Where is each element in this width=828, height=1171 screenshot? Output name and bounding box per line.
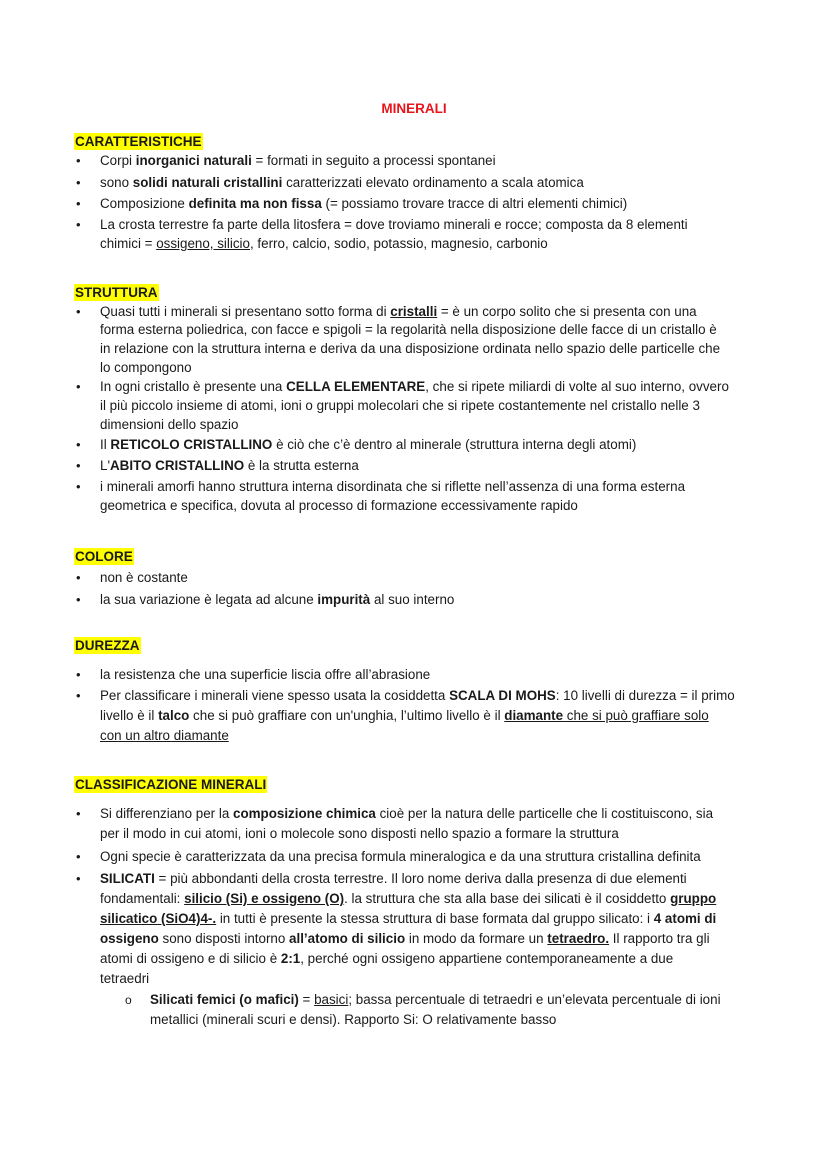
list-item: Quasi tutti i minerali si presentano sotto forma di cristalli = è un corpo solito che si presenta con una (100, 304, 697, 319)
section-header-classificazione: CLASSIFICAZIONE MINERALI (75, 777, 267, 792)
list-item: la sua variazione è legata ad alcune impurità al suo interno (100, 592, 455, 607)
page-title: MINERALI (381, 101, 447, 116)
bullet-icon: • (76, 849, 81, 864)
sub-bullet-icon: o (125, 993, 132, 1007)
list-item: Il RETICOLO CRISTALLINO è ciò che c’è dentro al minerale (struttura interna degli atomi) (100, 437, 637, 452)
bullet-icon: • (76, 304, 81, 319)
bullet-icon: • (76, 688, 81, 703)
list-item-continuation: con un altro diamante (100, 728, 229, 743)
list-item: Corpi inorganici naturali = formati in seguito a processi spontanei (100, 153, 496, 168)
list-item: non è costante (100, 570, 188, 585)
list-item-continuation: fondamentali: silicio (Si) e ossigeno (O). la struttura che sta alla base dei silicati è il cosiddetto gruppo (100, 891, 717, 906)
list-item-continuation: livello è il talco che si può graffiare con un'unghia, l’ultimo livello è il diamante che si può graffiare solo (100, 708, 709, 723)
list-item-continuation: in relazione con la struttura interna e deriva da una disposizione ordinata nello spazio delle particelle che (100, 341, 721, 356)
list-item-continuation: lo compongono (100, 360, 192, 375)
bullet-icon: • (76, 153, 81, 168)
bullet-icon: • (76, 570, 81, 585)
list-item-continuation: geometrica e specifica, dovuta al processo di formazione eccessivamente rapido (100, 498, 578, 513)
list-item-continuation: tetraedri (100, 971, 150, 986)
list-item: Per classificare i minerali viene spesso usata la cosiddetta SCALA DI MOHS: 10 livelli di durezza = il primo (100, 688, 735, 703)
section-header-struttura: STRUTTURA (75, 285, 158, 300)
list-item: la resistenza che una superficie liscia offre all’abrasione (100, 667, 431, 682)
bullet-icon: • (76, 175, 81, 190)
sub-list-item-continuation: metallici (minerali scuri e densi). Rapporto Si: O relativamente basso (150, 1012, 557, 1027)
list-item-continuation: atomi di ossigeno e di silicio è 2:1, perché ogni ossigeno appartiene contemporaneamente a due (100, 951, 674, 966)
bullet-icon: • (76, 437, 81, 452)
list-item-continuation: chimici = ossigeno, silicio, ferro, calcio, sodio, potassio, magnesio, carbonio (100, 236, 548, 251)
list-item: Composizione definita ma non fissa (= possiamo trovare tracce di altri elementi chimici) (100, 196, 628, 211)
list-item: i minerali amorfi hanno struttura interna disordinata che si riflette nell’assenza di una forma esterna (100, 479, 686, 494)
bullet-icon: • (76, 592, 81, 607)
list-item-continuation: per il modo in cui atomi, ioni o molecole sono disposti nello spazio a formare la struttura (100, 826, 619, 841)
list-item: Ogni specie è caratterizzata da una precisa formula mineralogica e da una struttura cristallina definita (100, 849, 701, 864)
list-item-continuation: il più piccolo insieme di atomi, ioni o gruppi molecolari che si ripete costantemente nel cristallo nelle 3 (100, 398, 700, 413)
section-header-durezza: DUREZZA (75, 638, 140, 653)
bullet-icon: • (76, 196, 81, 211)
bullet-icon: • (76, 871, 81, 886)
bullet-icon: • (76, 458, 81, 473)
list-item-continuation: forma esterna poliedrica, con facce e spigoli = la regolarità nella disposizione delle facce di un cristallo è (100, 322, 717, 337)
list-item: sono solidi naturali cristallini caratterizzati elevato ordinamento a scala atomica (100, 175, 584, 190)
bullet-icon: • (76, 217, 81, 232)
list-item-continuation: ossigeno sono disposti intorno all’atomo di silicio in modo da formare un tetraedro. Il rapporto tra gli (100, 931, 710, 946)
section-header-caratteristiche: CARATTERISTICHE (75, 134, 202, 149)
list-item: Si differenziano per la composizione chimica cioè per la natura delle particelle che li costituiscono, sia (100, 806, 714, 821)
list-item: L'ABITO CRISTALLINO è la strutta esterna (100, 458, 359, 473)
bullet-icon: • (76, 806, 81, 821)
list-item: SILICATI = più abbondanti della crosta terrestre. Il loro nome deriva dalla presenza di due elementi (100, 871, 687, 886)
list-item: In ogni cristallo è presente una CELLA ELEMENTARE, che si ripete miliardi di volte al suo interno, ovvero (100, 379, 729, 394)
list-item-continuation: dimensioni dello spazio (100, 417, 239, 432)
bullet-icon: • (76, 667, 81, 682)
section-header-colore: COLORE (75, 549, 133, 564)
bullet-icon: • (76, 379, 81, 394)
sub-list-item: Silicati femici (o mafici) = basici; bassa percentuale di tetraedri e un’elevata percentuale di ioni (150, 992, 721, 1007)
list-item: La crosta terrestre fa parte della litosfera = dove troviamo minerali e rocce; composta da 8 elementi (100, 217, 688, 232)
bullet-icon: • (76, 479, 81, 494)
list-item-continuation: silicatico (SiO4)4-. in tutti è presente la stessa struttura di base formata dal gruppo silicato: i 4 atomi di (100, 911, 717, 926)
